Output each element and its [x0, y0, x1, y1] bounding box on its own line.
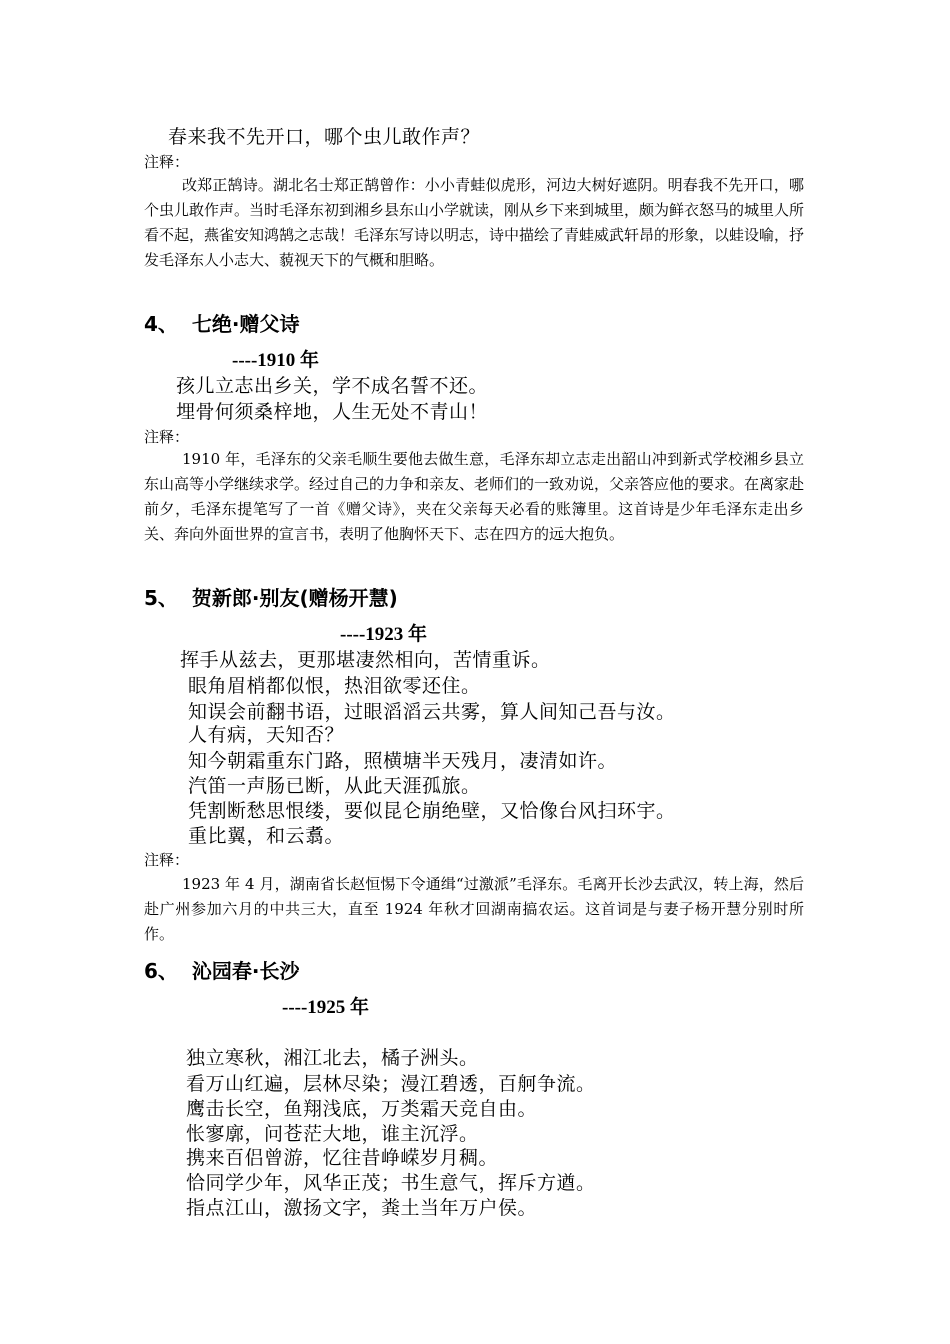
- poem-line: 重比翼，和云翥。: [188, 825, 345, 847]
- poem-line: 春来我不先开口，哪个虫儿敢作声？: [168, 126, 481, 148]
- poem-line: 怅寥廓，问苍茫大地，谁主沉浮。: [186, 1123, 479, 1145]
- poem-line: 埋骨何须桑梓地，人生无处不青山！: [176, 401, 489, 423]
- poem-date: ----1925 年: [282, 997, 370, 1018]
- poem-line: 知误会前翻书语，过眼滔滔云共雾，算人间知己吾与汝。: [188, 701, 676, 723]
- section-heading: [144, 958, 300, 984]
- poem-line: 恰同学少年，风华正茂；书生意气，挥斥方遒。: [186, 1172, 596, 1194]
- poem-line: 独立寒秋，湘江北去，橘子洲头。: [186, 1047, 479, 1069]
- poem-date: ----1923 年: [340, 624, 428, 645]
- poem-line: 看万山红遍，层林尽染；漫江碧透，百舸争流。: [186, 1073, 596, 1095]
- note-paragraph: 改郑正鹄诗。湖北名士郑正鹄曾作：小小青蛙似虎形，河边大树好遮阴。明春我不先开口，哪个虫儿敢作声。当时毛泽东初到湘乡县东山小学就读，刚从乡下来到城里，颇为鲜衣怒马的城里人所看不起，燕雀安知鸿鹄之志哉！毛泽东写诗以明志，诗中描绘了青蛙威武轩昂的形象，以蛙设喻，抒发毛泽东人小志大、藐视天下的气概和胆略。: [144, 176, 805, 269]
- poem-line: 知今朝霜重东门路，照横塘半天残月，凄清如许。: [188, 750, 618, 772]
- note-label: 注释：: [144, 428, 190, 446]
- section-number: 4、: [144, 312, 178, 336]
- section-number: 5、: [144, 586, 178, 610]
- poem-line: 眼角眉梢都似恨，热泪欲零还住。: [188, 675, 481, 697]
- poem-line: 凭割断愁思恨缕，要似昆仑崩绝壁，又恰像台风扫环宇。: [188, 800, 676, 822]
- section-title: 贺新郎·别友(赠杨开慧): [191, 586, 398, 610]
- note-label: 注释：: [144, 153, 190, 171]
- section-title: 沁园春·长沙: [191, 959, 300, 983]
- poem-date: ----1910 年: [232, 350, 320, 371]
- section-heading: [144, 585, 398, 611]
- poem-line: 人有病，天知否？: [188, 724, 345, 746]
- poem-line: 孩儿立志出乡关，学不成名誓不还。: [176, 375, 489, 397]
- note-label: 注释：: [144, 851, 190, 869]
- poem-line: 携来百侣曾游，忆往昔峥嵘岁月稠。: [186, 1147, 499, 1169]
- poem-line: 指点江山，激扬文字，粪土当年万户侯。: [186, 1197, 538, 1219]
- section-heading: [144, 311, 300, 337]
- section-title: 七绝·赠父诗: [191, 312, 300, 336]
- note-paragraph: 1910 年，毛泽东的父亲毛顺生要他去做生意，毛泽东却立志走出韶山冲到新式学校湘乡县立东山高等小学继续求学。经过自己的力争和亲友、老师们的一致劝说，父亲答应他的要求。在离家赴前夕，毛泽东提笔写了一首《赠父诗》，夹在父亲每天必看的账簿里。这首诗是少年毛泽东走出乡关、奔向外面世界的宣言书，表明了他胸怀天下、志在四方的远大抱负。: [144, 450, 805, 543]
- poem-line: 挥手从兹去，更那堪凄然相向，苦情重诉。: [180, 649, 551, 671]
- note-paragraph: 1923 年 4 月，湖南省长赵恒惕下令通缉“过激派”毛泽东。毛离开长沙去武汉，转上海，然后赴广州参加六月的中共三大，直至 1924 年秋才回湖南搞农运。这首词是与妻子杨开慧分别时所作。: [144, 875, 804, 943]
- poem-line: 鹰击长空，鱼翔浅底，万类霜天竞自由。: [186, 1098, 538, 1120]
- poem-line: 汽笛一声肠已断，从此天涯孤旅。: [188, 775, 481, 797]
- section-number: 6、: [144, 959, 178, 983]
